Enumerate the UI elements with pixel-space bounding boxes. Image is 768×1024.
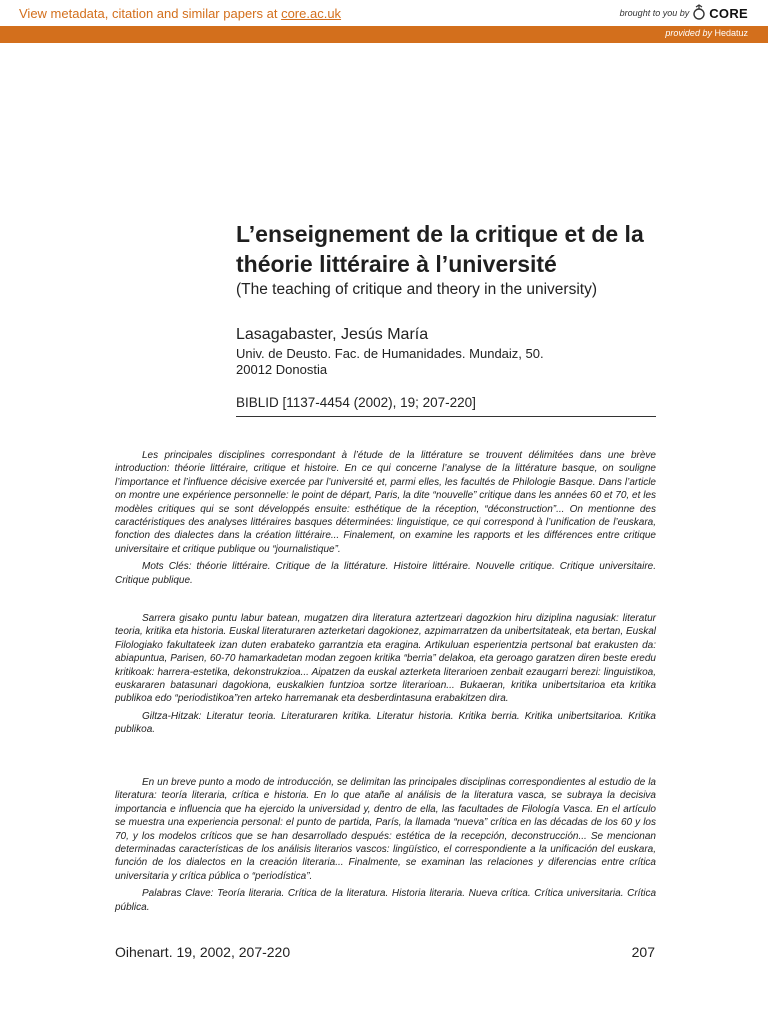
abstract-text: Les principales disciplines correspondant à l’étude de la littérature se trouvent délimitées dans une brève introduction: théorie littéraire, critique et histoire. En ce qui concerne l’analyse de la littérature basque, on souligne l’importance et l’influence décisive exercée par l’université et, parmi elles, les facultés de Philologie Basque. Dans l’article on montre une expérience personnelle: le point de départ, Paris, la dite “nouvelle” critique dans les années 60 et 70, et les modèles critiques qui se sont développés ensuite: esthétique de la réception, “déconstruction”... On mentionne des caractéristiques des analyses littéraires basques déterminées: linguistique, ce qui correspond à l’unification de l’euskara, fonction des dialectes dans la création littéraire... Finalement, on examine les rapports et les différences entre critique universitaire et critique publique ou “journalistique”. [115,450,656,555]
abstract-text: En un breve punto a modo de introducción, se delimitan las principales disciplinas correspondientes al estudio de la literatura: teoría literaria, crítica e historia. En lo que atañe al análisis de la literatura vasca, se subraya la decisiva importancia e influencia que ha ejercido la universidad y, dentro de ella, las facultades de Filología Vasca. En el artículo se muestra una experiencia personal: el punto de partida, París, la llamada “nueva” crítica en las décadas de los 60 y los 70, y los modelos críticos que se han desarrollado después: estética de la recepción, deconstrucción... Se mencionan determinadas características de los análisis literarios vascos: lingüístico, el correspondiente a la unificación del euskara, función de los dialectos en la creación literaria... Finalmente, se examinan las relaciones y diferencias entre crítica universitaria y crítica pública o “periodística”. [115,777,656,882]
provided-by-label: provided by [665,28,712,38]
brought-by[interactable] [620,4,748,22]
abstract-keywords: Mots Clés: théorie littéraire. Critique de la littérature. Histoire littéraire. Nouvelle critique. Critique universitaire. Critique publique. [115,561,656,586]
abstract-keywords: Palabras Clave: Teoría literaria. Crítica de la literatura. Historia literaria. Nueva crítica. Crítica universitaria. Crítica pública. [115,888,656,913]
abstract-french [115,449,656,587]
page-number: 207 [631,944,655,960]
article-title: L’enseignement de la critique et de la théorie littéraire à l’université [236,221,644,277]
metadata-text: View metadata, citation and similar papers at [19,6,282,21]
header-divider [236,416,656,417]
biblid-reference: BIBLID [1137-4454 (2002), 19; 207-220] [236,395,476,410]
abstract-basque [115,612,656,737]
core-link[interactable]: core.ac.uk [281,6,342,21]
provider-bar [0,26,768,43]
brought-text: brought to you by [619,8,690,18]
core-logo-icon [692,4,706,22]
abstract-spanish [115,776,656,914]
affiliation-line-1: Univ. de Deusto. Fac. de Humanidades. Mundaiz, 50. [236,346,544,361]
core-logo-text: CORE [709,5,748,21]
abstract-text: Sarrera gisako puntu labur batean, mugatzen dira literatura aztertzeari dagozkion hiru diziplina nagusiak: literatur teoria, kritika eta historia. Euskal literaturaren azterketari dagokionez, azpimarratzen da unibertsitateak, eta bertan, Euskal Filologiako fakultateek izan duten erabateko garrantzia eta eragina. Artikuluan esperientzia pertsonal bat erakusten da: abiapuntua, Parisen, 60-70 hamarkadetan modan zegoen kritika “berria” delakoa, eta geroago garatzen diren beste eredu kritikoak: harrera-estetika, dekonstrukzioa... Aipatzen da euskal azterketa literarioen zenbait ezaugarri berezi: linguistikoa, euskararen batasunari dagokiona, euskalkien funtzioa sortze literarioan... Bukaeran, kritika unibertsitarioa eta kritika publikoa edo “periodistikoa”ren arteko harremanak eta desberdintasuna erabakitzen dira. [115,613,656,705]
journal-citation: Oihenart. 19, 2002, 207-220 [115,944,291,960]
article-subtitle: (The teaching of critique and theory in the university) [236,281,597,298]
affiliation-line-2: 20012 Donostia [236,362,328,377]
abstract-keywords: Giltza-Hitzak: Literatur teoria. Literaturaren kritika. Literatur historia. Kritika berria. Kritika unibertsitarioa. Kritika publikoa. [115,710,656,736]
core-banner [0,0,768,26]
author-affiliation [236,346,544,378]
provider-link[interactable]: Hedatuz [714,28,748,38]
provider-notice [665,28,748,38]
author-name: Lasagabaster, Jesús María [236,326,429,343]
metadata-notice [19,6,341,21]
